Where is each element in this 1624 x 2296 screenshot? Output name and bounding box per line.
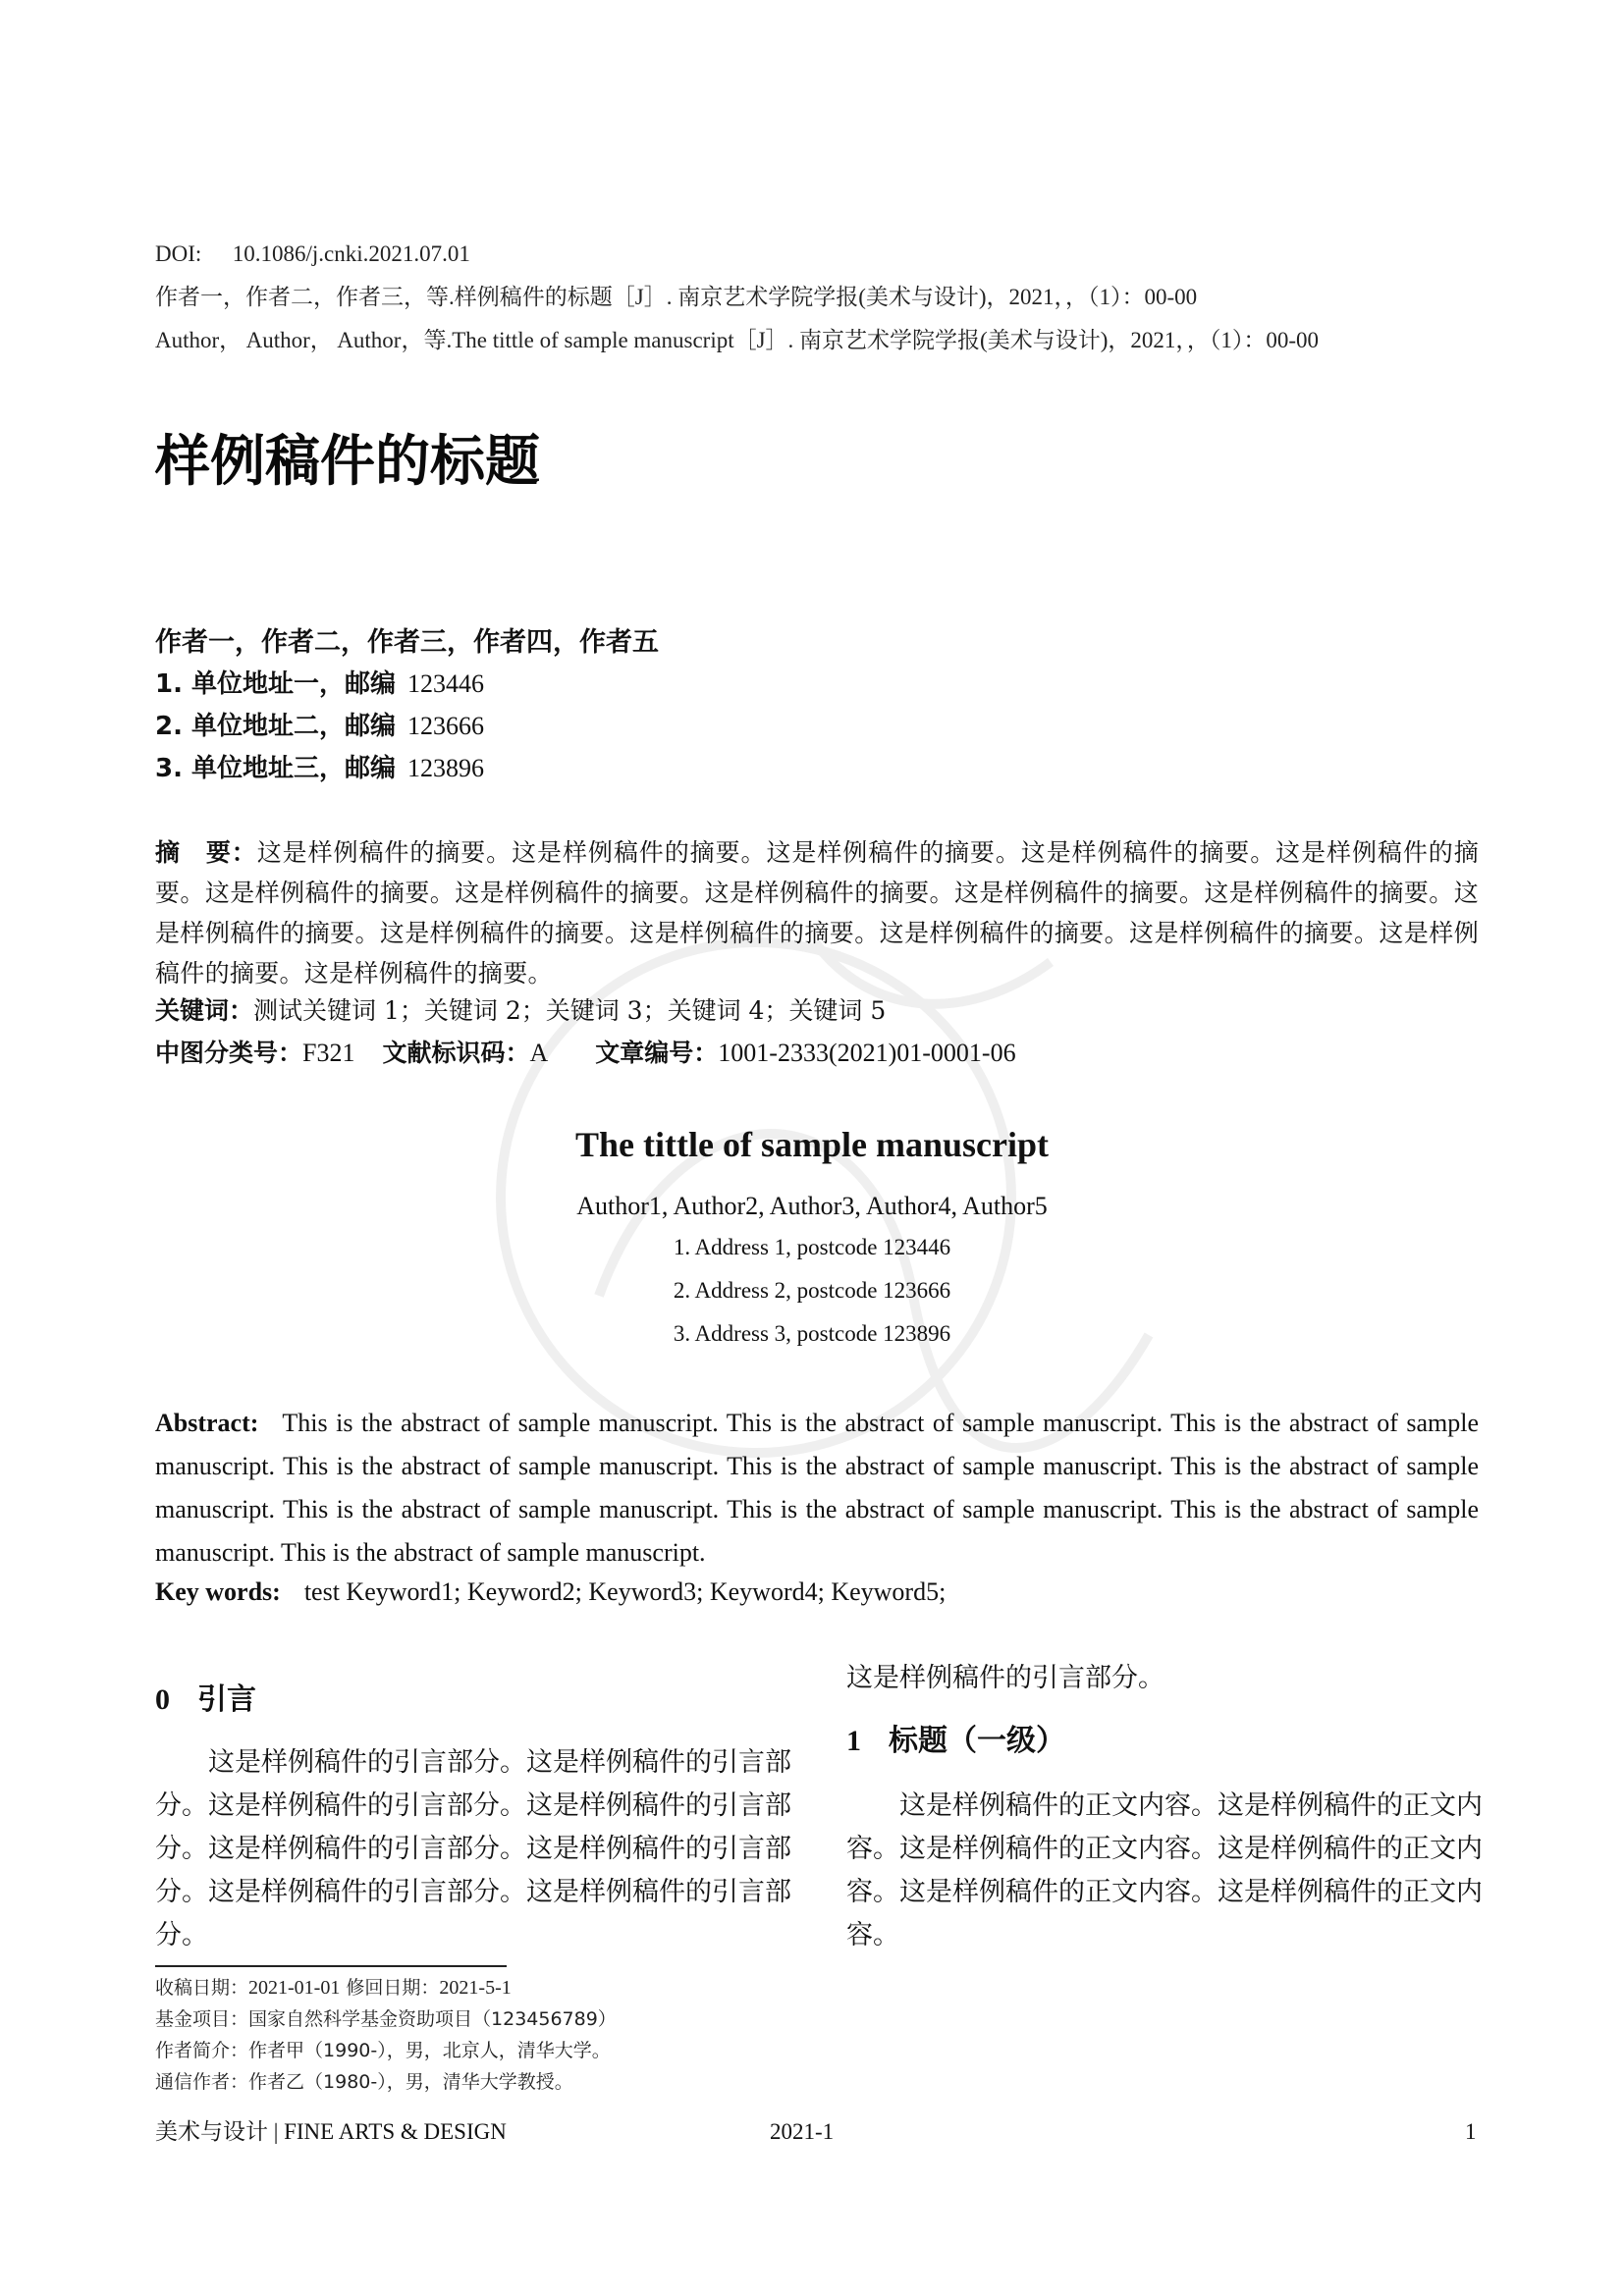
- keywords-en-label: Key words:: [155, 1577, 281, 1606]
- keywords-zh-label: 关键词：: [155, 996, 254, 1025]
- journal-name-en: | FINE ARTS & DESIGN: [273, 2119, 507, 2144]
- section-number: 0: [155, 1683, 170, 1716]
- section-number: 1: [846, 1725, 861, 1757]
- abstract-zh-text: 这是样例稿件的摘要。这是样例稿件的摘要。这是样例稿件的摘要。这是样例稿件的摘要。这是样例稿件的摘要。这是样例稿件的摘要。这是样例稿件的摘要。这是样例稿件的摘要。这是样例稿件的摘要。这是样例稿件的摘要。这是样例稿件的摘要。这是样例稿件的摘要。这是样例稿件的摘要。这是样例稿件的摘要。这是样例稿件的摘要。这是样例稿件的摘要。这是样例稿件的摘要。: [155, 838, 1480, 988]
- section-heading-introduction: [155, 1681, 256, 1720]
- article-number-label: 文章编号：: [595, 1039, 719, 1067]
- affiliation-en-3: 3. Address 3, postcode 123896: [673, 1321, 951, 1346]
- clc-value: F321: [302, 1039, 355, 1067]
- abstract-en-text: This is the abstract of sample manuscript. This is the abstract of sample manuscript. This is the abstract of sample manuscript. This is the abstract of sample manuscript. This is the abstract of sample manuscript. This is the abstract of sample manuscript. This is the abstract of sample manuscript. This is the abstract of sample manuscript. This is the abstract of sample manuscript. This is the abstract of sample manuscript.: [155, 1409, 1479, 1567]
- doi-line: [155, 240, 470, 269]
- author-list-en: Author1, Author2, Author3, Author4, Author5: [576, 1192, 1048, 1220]
- section-title: 标题（一级）: [889, 1724, 1065, 1758]
- fund-value: 国家自然科学基金资助项目（123456789）: [248, 2008, 617, 2030]
- doc-code-value: A: [529, 1039, 549, 1067]
- fund-label: 基金项目：: [155, 2008, 249, 2030]
- citation-zh: 作者一，作者二，作者三，等.样例稿件的标题［J］. 南京艺术学院学报(美术与设计)，2021，，（1）：00-00: [155, 285, 1198, 309]
- footnote-author-bio: [155, 2038, 611, 2063]
- affiliation-name: 2. 单位地址二，邮编: [155, 712, 397, 741]
- affiliation-zh-3: [155, 752, 484, 785]
- corresponding-label: 通信作者：: [155, 2071, 249, 2093]
- footnote-dates: [155, 1975, 512, 2001]
- revised-label: 修回日期：: [346, 1977, 440, 1999]
- page-number: 1: [1465, 2119, 1477, 2144]
- citation-en: Author， Author， Author，等.The tittle of sample manuscript［J］. 南京艺术学院学报(美术与设计)，2021，，（1）：00-00: [155, 328, 1320, 352]
- footnote-fund: [155, 2006, 617, 2032]
- revised-date: 2021-5-1: [439, 1977, 512, 1999]
- section-title: 引言: [197, 1682, 256, 1717]
- postcode: 123896: [407, 754, 485, 782]
- keywords-en: [155, 1575, 946, 1610]
- section-body-introduction: 这是样例稿件的引言部分。这是样例稿件的引言部分。这是样例稿件的引言部分。这是样例稿件的引言部分。这是样例稿件的引言部分。这是样例稿件的引言部分。这是样例稿件的引言部分。这是样例稿件的引言部分。: [155, 1747, 791, 1950]
- abstract-en: [155, 1402, 1479, 1575]
- bio-value: 作者甲（1990-），男，北京人，清华大学。: [248, 2040, 611, 2061]
- introduction-continuation: 这是样例稿件的引言部分。: [846, 1663, 1164, 1693]
- affiliation-zh-1: [155, 667, 484, 701]
- section-heading-1: [846, 1722, 1065, 1761]
- footnote-corresponding-author: [155, 2069, 573, 2095]
- affiliation-en-1: 1. Address 1, postcode 123446: [673, 1235, 951, 1259]
- journal-name-zh: 美术与设计: [155, 2119, 268, 2145]
- postcode: 123666: [407, 712, 485, 740]
- classification-line: [155, 1036, 1016, 1072]
- doc-code-label: 文献标识码：: [382, 1039, 530, 1067]
- bio-label: 作者简介：: [155, 2040, 249, 2061]
- affiliation-zh-2: [155, 710, 484, 743]
- postcode: 123446: [407, 669, 485, 698]
- paper-title-en: The tittle of sample manuscript: [575, 1125, 1049, 1164]
- doi-label: DOI:: [155, 241, 202, 266]
- received-label: 收稿日期：: [155, 1977, 249, 1999]
- affiliation-en-2: 2. Address 2, postcode 123666: [673, 1278, 951, 1303]
- footer-journal-name: [155, 2117, 507, 2147]
- abstract-zh-label: 摘 要：: [155, 838, 257, 867]
- affiliation-name: 3. 单位地址三，邮编: [155, 754, 397, 783]
- keywords-zh: [155, 993, 886, 1030]
- footnote-divider: [155, 1965, 507, 1967]
- footer-issue: 2021-1: [770, 2119, 835, 2144]
- corresponding-value: 作者乙（1980-），男，清华大学教授。: [248, 2071, 573, 2093]
- abstract-zh: [155, 832, 1479, 993]
- article-number-value: 1001-2333(2021)01-0001-06: [718, 1039, 1016, 1067]
- keywords-zh-text: 测试关键词 1；关键词 2；关键词 3；关键词 4；关键词 5: [253, 996, 887, 1025]
- section-body-1: 这是样例稿件的正文内容。这是样例稿件的正文内容。这是样例稿件的正文内容。这是样例稿件的正文内容。这是样例稿件的正文内容。这是样例稿件的正文内容。: [846, 1790, 1483, 1950]
- paper-title-zh: 样例稿件的标题: [155, 430, 540, 494]
- affiliation-name: 1. 单位地址一，邮编: [155, 669, 397, 699]
- abstract-en-label: Abstract:: [155, 1409, 259, 1437]
- author-list-zh: 作者一，作者二，作者三，作者四，作者五: [155, 627, 659, 658]
- doi-link[interactable]: 10.1086/j.cnki.2021.07.01: [232, 241, 470, 266]
- clc-label: 中图分类号：: [155, 1039, 303, 1067]
- received-date: 2021-01-01: [248, 1977, 341, 1999]
- keywords-en-text: test Keyword1; Keyword2; Keyword3; Keyword4; Keyword5;: [303, 1577, 947, 1606]
